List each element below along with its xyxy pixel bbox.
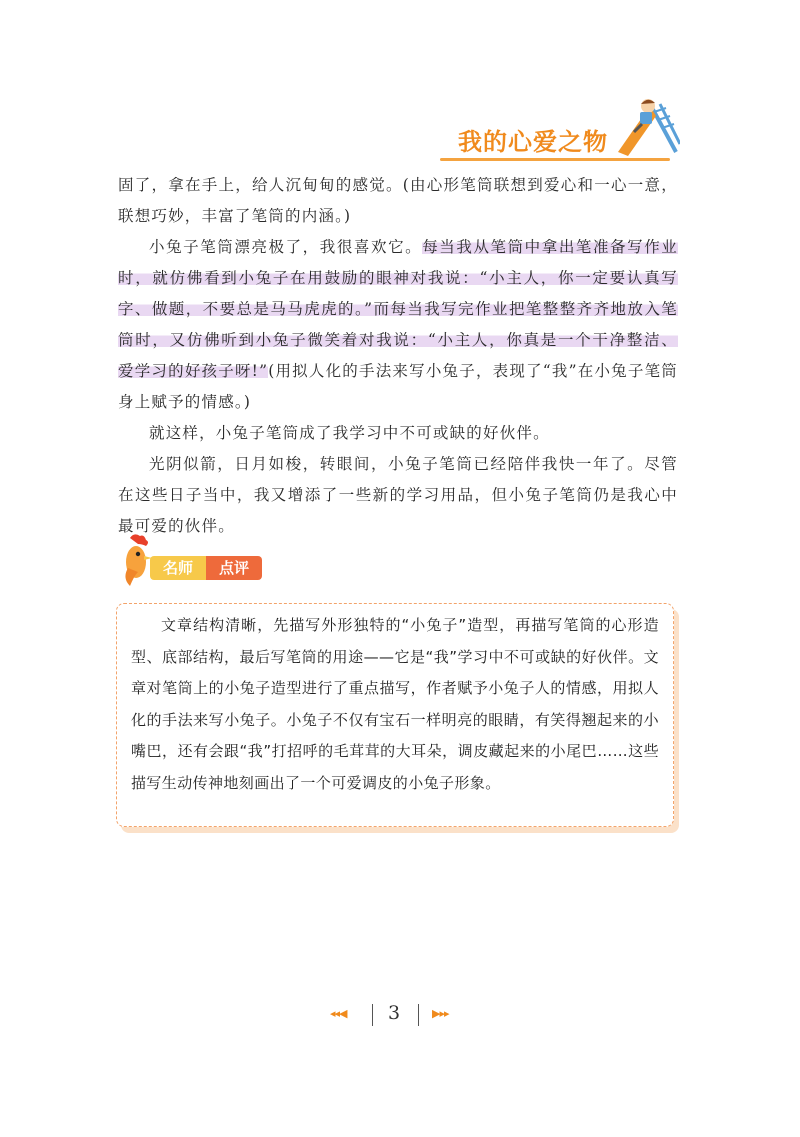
page-header	[440, 96, 680, 166]
badge-label	[150, 556, 262, 580]
paragraph-text: 光阴似箭，日月如梭，转眼间，小兔子笔筒已经陪伴我快一年了。尽管在这些日子当中，我又增添了一些新的学习用品，但小兔子笔筒仍是我心中最可爱的伙伴。	[118, 455, 678, 535]
footer-divider-right	[418, 1004, 419, 1026]
highlighted-text: 每当我从笔筒中拿出笔准备写作业时，就仿佛看到小兔子在用鼓励的眼神对我说：“小主人，你一定要认真写字、做题，不要总是马马虎虎的。”而每当我写完作业把笔整整齐齐地放入笔筒时，又仿佛听到小兔子微笑着对我说：“小主人，你真是一个干净整洁、爱学习的好孩子呀!”	[118, 238, 678, 380]
paragraph	[118, 418, 678, 449]
page-footer	[0, 1000, 800, 1030]
prev-arrows-icon: ◂◂◀	[330, 1007, 347, 1020]
badge-label-left: 名师	[150, 556, 206, 580]
badge-label-right: 点评	[206, 556, 262, 580]
next-arrows-icon: ▶▸▸	[432, 1007, 449, 1020]
paragraph	[118, 449, 678, 542]
article-body	[118, 170, 678, 542]
teacher-review-badge	[116, 532, 276, 588]
footer-divider-left	[372, 1004, 373, 1026]
teacher-comment-text: 文章结构清晰，先描写外形独特的“小兔子”造型，再描写笔筒的心形造型、底部结构，最后写笔筒的用途——它是“我”学习中不可或缺的好伙伴。文章对笔筒上的小兔子造型进行了重点描写，作者赋予小兔子人的情感，用拟人化的手法来写小兔子。小兔子不仅有宝石一样明亮的眼睛，有笑得翘起来的小嘴巴，还有会跟“我”打招呼的毛茸茸的大耳朵，调皮藏起来的小尾巴……这些描写生动传神地刻画出了一个可爱调皮的小兔子形象。	[131, 616, 659, 792]
paragraph	[118, 170, 678, 232]
teacher-comment-box	[116, 603, 674, 827]
paragraph-text: 就这样，小兔子笔筒成了我学习中不可或缺的好伙伴。	[149, 424, 550, 442]
paragraph-text: 固了，拿在手上，给人沉甸甸的感觉。(由心形笔筒联想到爱心和一心一意，联想巧妙，丰富了笔筒的内涵。)	[118, 176, 678, 225]
paragraph-text: (用拟人化的手法来写小兔子，表现了“我”在小兔子笔筒身上赋予的情感。)	[118, 362, 678, 411]
child-on-slide-icon	[610, 96, 680, 160]
paragraph-text: 小兔子笔筒漂亮极了，我很喜欢它。	[149, 238, 423, 256]
page-number: 3	[388, 1002, 401, 1024]
paragraph	[118, 232, 678, 418]
chapter-title: 我的心爱之物	[458, 128, 608, 156]
